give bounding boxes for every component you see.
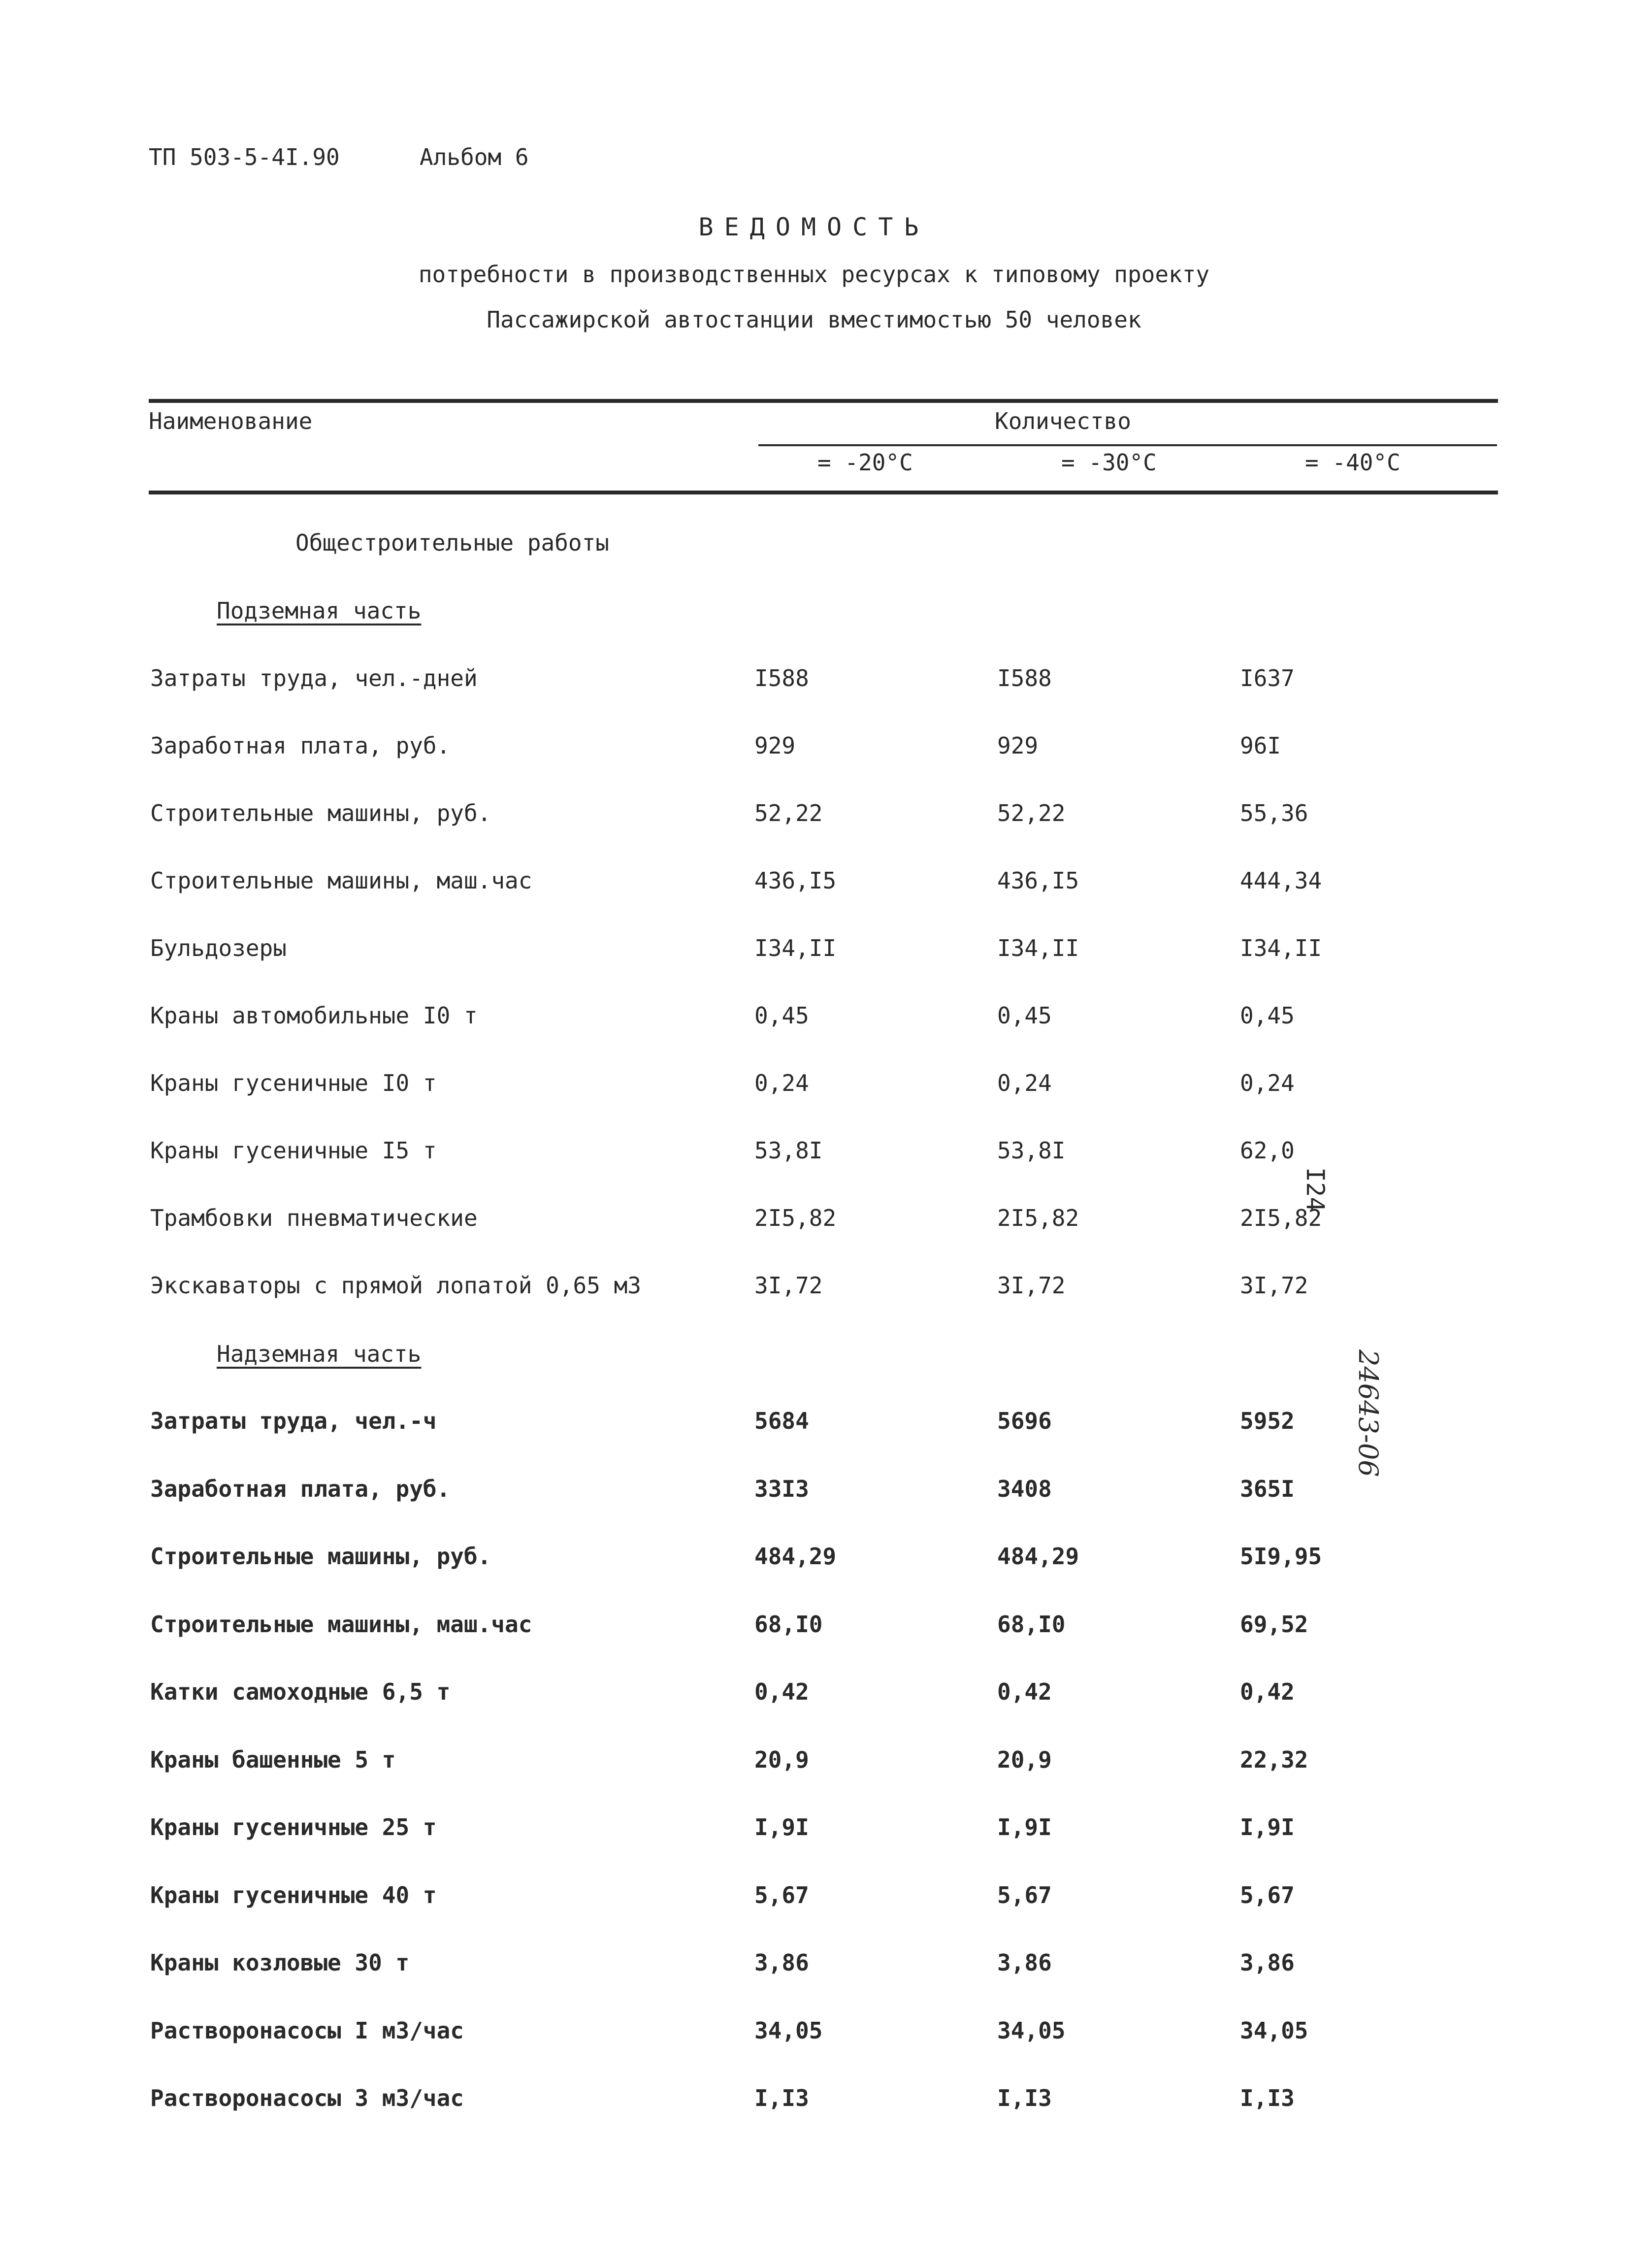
row-value: 929 bbox=[754, 732, 796, 759]
row-value: 436,I5 bbox=[754, 867, 837, 894]
column-header-name: Наименование bbox=[149, 408, 313, 434]
row-name: Бульдозеры bbox=[150, 935, 287, 961]
row-value: 436,I5 bbox=[997, 867, 1079, 894]
row-name: Краны гусеничные 40 т bbox=[150, 1881, 437, 1908]
row-value: 5,67 bbox=[1240, 1881, 1295, 1908]
quantity-sub-rule bbox=[758, 444, 1497, 446]
row-value: 3I,72 bbox=[1240, 1272, 1308, 1299]
row-value: 52,22 bbox=[997, 800, 1066, 826]
row-value: 5684 bbox=[754, 1408, 809, 1434]
row-value: 0,42 bbox=[1240, 1678, 1295, 1705]
row-name: Строительные машины, маш.час bbox=[150, 867, 532, 894]
table-row bbox=[0, 867, 1628, 907]
row-value: 5,67 bbox=[754, 1881, 809, 1908]
row-value: 0,24 bbox=[754, 1070, 809, 1096]
row-value: 5,67 bbox=[997, 1881, 1052, 1908]
row-name: Краны гусеничные I5 т bbox=[150, 1137, 437, 1164]
row-value: 0,45 bbox=[1240, 1002, 1295, 1029]
table-row bbox=[0, 1746, 1628, 1786]
row-value: 3,86 bbox=[1240, 1949, 1295, 1976]
table-row bbox=[0, 1814, 1628, 1853]
row-name: Затраты труда, чел.-дней bbox=[150, 665, 478, 691]
row-name: Краны гусеничные I0 т bbox=[150, 1070, 437, 1096]
page-title: ВЕДОМОСТЬ bbox=[698, 213, 930, 241]
row-value: 929 bbox=[997, 732, 1039, 759]
table-row bbox=[0, 665, 1628, 704]
row-value: I,I3 bbox=[754, 2085, 809, 2111]
row-name: Краны автомобильные I0 т bbox=[150, 1002, 478, 1029]
row-value: I,9I bbox=[997, 1814, 1052, 1841]
table-row bbox=[0, 935, 1628, 974]
row-value: 2I5,82 bbox=[754, 1205, 837, 1231]
row-value: 5696 bbox=[997, 1408, 1052, 1434]
row-name: Растворонасосы 3 м3/час bbox=[150, 2085, 464, 2111]
table-top-rule bbox=[149, 399, 1498, 403]
row-value: I588 bbox=[754, 665, 809, 691]
row-value: 55,36 bbox=[1240, 800, 1308, 826]
row-name: Растворонасосы I м3/час bbox=[150, 2017, 464, 2044]
table-row bbox=[0, 1002, 1628, 1042]
temp-header-30: = -30°C bbox=[1061, 449, 1157, 476]
row-value: 0,24 bbox=[1240, 1070, 1295, 1096]
row-value: I,9I bbox=[754, 1814, 809, 1841]
section-title: Общестроительные работы bbox=[295, 529, 609, 556]
row-value: 33I3 bbox=[754, 1475, 809, 1502]
row-value: 444,34 bbox=[1240, 867, 1322, 894]
document-inventory-code: 24643-06 bbox=[1353, 1349, 1384, 1477]
table-row bbox=[0, 800, 1628, 839]
row-value: 3I,72 bbox=[997, 1272, 1066, 1299]
row-value: 96I bbox=[1240, 732, 1281, 759]
table-row bbox=[0, 1408, 1628, 1447]
row-value: 3,86 bbox=[997, 1949, 1052, 1976]
row-value: I,9I bbox=[1240, 1814, 1295, 1841]
row-value: 53,8I bbox=[754, 1137, 823, 1164]
table-row bbox=[0, 1137, 1628, 1177]
row-value: I588 bbox=[997, 665, 1052, 691]
row-name: Краны гусеничные 25 т bbox=[150, 1814, 437, 1841]
table-row bbox=[0, 1949, 1628, 1989]
table-row bbox=[0, 1476, 1628, 1515]
row-name: Трамбовки пневматические bbox=[150, 1205, 478, 1231]
table-row bbox=[0, 2085, 1628, 2124]
row-value: 20,9 bbox=[754, 1746, 809, 1773]
row-value: 484,29 bbox=[997, 1543, 1079, 1570]
row-value: 34,05 bbox=[1240, 2017, 1308, 2044]
row-value: 5I9,95 bbox=[1240, 1543, 1322, 1570]
row-value: I34,II bbox=[754, 935, 837, 961]
album-label: Альбом 6 bbox=[420, 144, 529, 170]
row-name: Затраты труда, чел.-ч bbox=[150, 1408, 437, 1434]
row-name: Заработная плата, руб. bbox=[150, 1475, 451, 1502]
row-value: 5952 bbox=[1240, 1408, 1295, 1434]
row-value: 34,05 bbox=[997, 2017, 1066, 2044]
row-value: 68,I0 bbox=[754, 1611, 823, 1638]
row-value: 0,45 bbox=[754, 1002, 809, 1029]
row-value: 0,24 bbox=[997, 1070, 1052, 1096]
table-row bbox=[0, 732, 1628, 772]
page-number: I24 bbox=[1301, 1167, 1330, 1212]
underground-part-title: Подземная часть bbox=[217, 597, 422, 624]
row-value: 52,22 bbox=[754, 800, 823, 826]
row-value: I637 bbox=[1240, 665, 1295, 691]
row-value: 34,05 bbox=[754, 2017, 823, 2044]
table-row bbox=[0, 1272, 1628, 1312]
table-row bbox=[0, 1543, 1628, 1582]
row-value: 0,42 bbox=[997, 1678, 1052, 1705]
table-row bbox=[0, 1882, 1628, 1921]
row-value: 0,45 bbox=[997, 1002, 1052, 1029]
row-value: I,I3 bbox=[1240, 2085, 1295, 2111]
header-bottom-rule bbox=[149, 491, 1498, 494]
row-value: 68,I0 bbox=[997, 1611, 1066, 1638]
temp-header-20: = -20°C bbox=[817, 449, 913, 476]
row-value: I,I3 bbox=[997, 2085, 1052, 2111]
row-value: 365I bbox=[1240, 1475, 1295, 1502]
row-name: Экскаваторы с прямой лопатой 0,65 м3 bbox=[150, 1272, 641, 1299]
subtitle-line-2: Пассажирской автостанции вместимостью 50 человек bbox=[487, 306, 1141, 333]
subtitle-line-1: потребности в производственных ресурсах к типовому проекту bbox=[418, 261, 1210, 288]
row-value: 62,0 bbox=[1240, 1137, 1295, 1164]
row-name: Строительные машины, руб. bbox=[150, 800, 491, 826]
row-name: Строительные машины, руб. bbox=[150, 1543, 491, 1570]
row-value: 2I5,82 bbox=[1240, 1205, 1322, 1231]
table-row bbox=[0, 1205, 1628, 1244]
row-value: 0,42 bbox=[754, 1678, 809, 1705]
table-row bbox=[0, 1070, 1628, 1109]
temp-header-40: = -40°C bbox=[1305, 449, 1400, 476]
column-header-quantity: Количество bbox=[995, 408, 1131, 434]
document-code: ТП 503-5-4I.90 bbox=[149, 144, 340, 170]
row-value: 53,8I bbox=[997, 1137, 1066, 1164]
row-value: 484,29 bbox=[754, 1543, 837, 1570]
row-value: 3,86 bbox=[754, 1949, 809, 1976]
row-name: Заработная плата, руб. bbox=[150, 732, 451, 759]
row-value: I34,II bbox=[1240, 935, 1322, 961]
aboveground-part-title: Надземная часть bbox=[217, 1341, 422, 1367]
row-value: 22,32 bbox=[1240, 1746, 1308, 1773]
row-value: 3I,72 bbox=[754, 1272, 823, 1299]
row-value: 69,52 bbox=[1240, 1611, 1308, 1638]
row-name: Краны козловые 30 т bbox=[150, 1949, 410, 1976]
row-name: Строительные машины, маш.час bbox=[150, 1611, 532, 1638]
table-row bbox=[0, 1678, 1628, 1718]
row-value: 3408 bbox=[997, 1475, 1052, 1502]
row-name: Катки самоходные 6,5 т bbox=[150, 1678, 451, 1705]
table-row bbox=[0, 1611, 1628, 1650]
row-name: Краны башенные 5 т bbox=[150, 1746, 396, 1773]
row-value: 2I5,82 bbox=[997, 1205, 1079, 1231]
row-value: 20,9 bbox=[997, 1746, 1052, 1773]
table-row bbox=[0, 2017, 1628, 2057]
row-value: I34,II bbox=[997, 935, 1079, 961]
